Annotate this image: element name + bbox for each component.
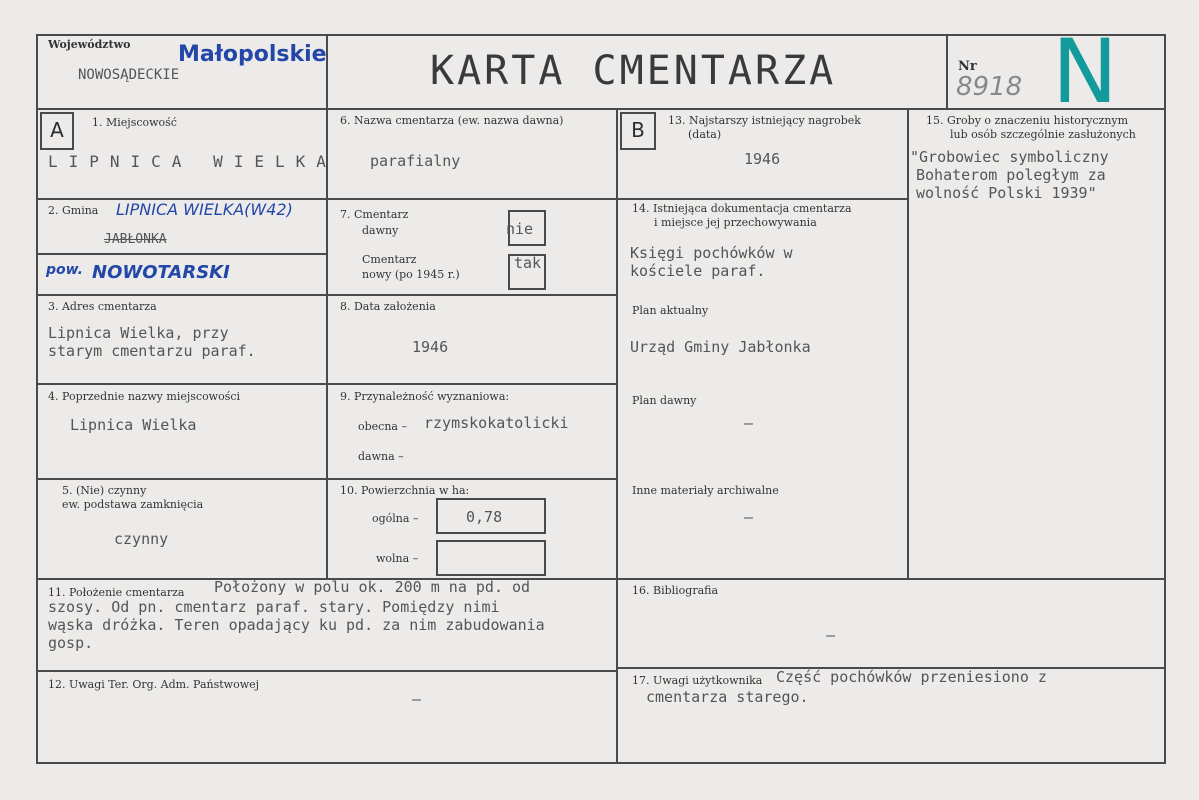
field-15-label-2: lub osób szczególnie zasłużonych xyxy=(950,128,1136,141)
section-a-letter: A xyxy=(50,118,64,142)
category-mark: N xyxy=(1052,20,1118,123)
wojewodztwo-value: NOWOSĄDECKIE xyxy=(78,67,180,83)
col-divider-2 xyxy=(616,108,618,764)
field-9-label: 9. Przynależność wyznaniowa: xyxy=(340,390,510,403)
field-6-value: parafialny xyxy=(370,152,461,170)
field-11-value-2: szosy. Od pn. cmentarz paraf. stary. Pomiędzy nimi xyxy=(48,598,500,616)
nr-label: Nr xyxy=(958,59,977,74)
card-border-bottom xyxy=(36,762,1166,764)
field-11-value-1: Położony w polu ok. 200 m na pd. od xyxy=(214,578,531,596)
row-divider-a3 xyxy=(36,383,618,385)
field-17-value-1: Część pochówków przeniesiono z xyxy=(776,668,1047,686)
field-17-label: 17. Uwagi użytkownika xyxy=(632,674,763,687)
field-7-label: 7. Cmentarz xyxy=(340,208,409,221)
field-12-label: 12. Uwagi Ter. Org. Adm. Państwowej xyxy=(48,678,260,691)
field-16-label: 16. Bibliografia xyxy=(632,584,719,597)
card-border-top xyxy=(36,34,1166,36)
field-13-label-1: 13. Najstarszy istniejący nagrobek xyxy=(668,114,861,127)
field-6-label: 6. Nazwa cmentarza (ew. nazwa dawna) xyxy=(340,114,564,127)
field-1-label: 1. Miejscowość xyxy=(92,116,177,129)
field-11-value-4: gosp. xyxy=(48,634,94,652)
field-9-obecna-label: obecna – xyxy=(358,420,407,433)
row-divider-a2 xyxy=(36,294,618,296)
inne-materialy-value: – xyxy=(744,508,754,526)
field-10-ogolna-label: ogólna – xyxy=(372,512,419,525)
header-divider xyxy=(36,108,1166,110)
field-9-obecna-value: rzymskokatolicki xyxy=(424,414,569,432)
field-3-value-2: starym cmentarzu paraf. xyxy=(48,342,256,360)
field-1-value: LIPNICA WIELKA xyxy=(48,152,337,171)
field-14-label-2: i miejsce jej przechowywania xyxy=(654,216,817,229)
field-10-ogolna-value: 0,78 xyxy=(466,508,503,526)
field-2-pow-value: NOWOTARSKI xyxy=(92,262,230,283)
field-7-nowy-label-1: Cmentarz xyxy=(362,253,417,266)
field-8-value: 1946 xyxy=(412,338,449,356)
field-14-value-2: kościele paraf. xyxy=(630,262,766,280)
row-divider-main xyxy=(36,578,1166,580)
field-15-value-1: "Grobowiec symboliczny xyxy=(910,148,1109,166)
inne-materialy-label: Inne materiały archiwalne xyxy=(632,484,779,497)
field-2-struck-value: JABŁONKA xyxy=(104,232,167,247)
field-5-value: czynny xyxy=(114,530,169,548)
plan-aktualny-label: Plan aktualny xyxy=(632,304,709,317)
field-7-dawny-value: nie xyxy=(506,220,534,238)
card-title: KARTA CMENTARZA xyxy=(430,48,837,94)
row-divider-11-12 xyxy=(36,670,618,672)
field-2-hand: LIPNICA WIELKA(W42) xyxy=(116,200,293,219)
field-11-value-3: wąska dróżka. Teren opadający ku pd. za nim zabudowania xyxy=(48,616,545,634)
plan-dawny-value: – xyxy=(744,414,754,432)
field-2-label: 2. Gmina xyxy=(48,204,99,217)
card-border-left xyxy=(36,34,38,764)
field-4-label: 4. Poprzednie nazwy miejscowości xyxy=(48,390,241,403)
col-divider-3 xyxy=(907,108,909,580)
plan-dawny-label: Plan dawny xyxy=(632,394,697,407)
field-15-label-1: 15. Groby o znaczeniu historycznym xyxy=(926,114,1129,127)
field-13-value: 1946 xyxy=(744,150,781,168)
field-5-label-1: 5. (Nie) czynny xyxy=(62,484,147,497)
nr-value: 8918 xyxy=(956,72,1023,102)
field-4-value: Lipnica Wielka xyxy=(70,416,197,434)
field-12-value: – xyxy=(412,690,422,708)
row-divider-a4 xyxy=(36,478,618,480)
row-divider-b1 xyxy=(616,198,909,200)
field-3-value-1: Lipnica Wielka, przy xyxy=(48,324,229,342)
row-divider-gmina xyxy=(36,253,328,255)
field-15-value-2: Bohaterom poległym za xyxy=(916,166,1106,184)
field-7-dawny-label: dawny xyxy=(362,224,399,237)
card-border-right xyxy=(1164,34,1166,764)
field-2-pow-prefix: pow. xyxy=(46,262,83,278)
field-17-value-2: cmentarza starego. xyxy=(646,688,809,706)
field-7-nowy-value: tak xyxy=(514,254,542,272)
field-5-label-2: ew. podstawa zamknięcia xyxy=(62,498,204,511)
field-8-label: 8. Data założenia xyxy=(340,300,436,313)
plan-aktualny-value: Urząd Gminy Jabłonka xyxy=(630,338,811,356)
field-11-label: 11. Położenie cmentarza xyxy=(48,586,185,599)
col-divider-1 xyxy=(326,34,328,580)
field-7-nowy-label-2: nowy (po 1945 r.) xyxy=(362,268,460,281)
field-10-wolna-label: wolna – xyxy=(376,552,419,565)
section-b-letter: B xyxy=(631,118,645,142)
field-13-label-2: (data) xyxy=(688,128,722,141)
field-10-wolna-box xyxy=(436,540,546,576)
field-9-dawna-label: dawna – xyxy=(358,450,404,463)
field-3-label: 3. Adres cmentarza xyxy=(48,300,157,313)
field-10-label: 10. Powierzchnia w ha: xyxy=(340,484,470,497)
wojewodztwo-stamp: Małopolskie xyxy=(178,42,327,67)
field-14-value-1: Księgi pochówków w xyxy=(630,244,793,262)
wojewodztwo-label: Województwo xyxy=(48,38,131,51)
field-14-label-1: 14. Istniejąca dokumentacja cmentarza xyxy=(632,202,852,215)
field-15-value-3: wolność Polski 1939" xyxy=(916,184,1097,202)
nr-divider xyxy=(946,34,948,110)
field-16-value: – xyxy=(826,626,836,644)
